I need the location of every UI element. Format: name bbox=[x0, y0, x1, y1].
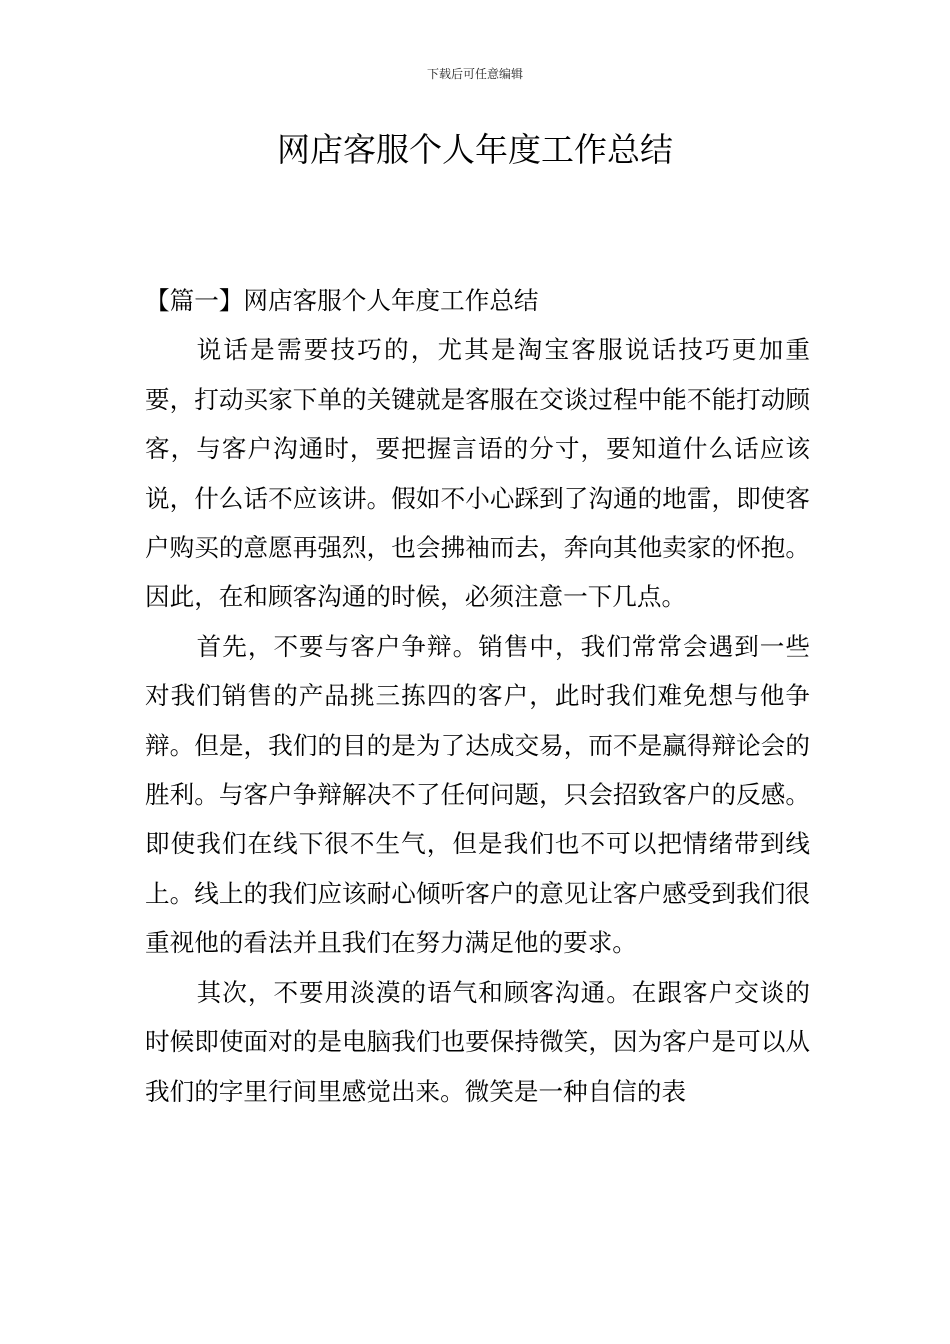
document-title: 网店客服个人年度工作总结 bbox=[277, 130, 673, 169]
section-heading: 【篇一】网店客服个人年度工作总结 bbox=[145, 286, 539, 315]
paragraph-1: 说话是需要技巧的，尤其是淘宝客服说话技巧更加重要，打动买家下单的关键就是客服在交谈过程中能不能打动顾客，与客户沟通时，要把握言语的分寸，要知道什么话应该说，什么话不应该讲。假如不小心踩到了沟通的地雷，即使客户购买的意愿再强烈，也会拂袖而去，奔向其他卖家的怀抱。因此，在和顾客沟通的时候，必须注意一下几点。 bbox=[145, 335, 810, 612]
header-note: 下载后可任意编辑 bbox=[426, 67, 523, 81]
paragraph-2: 首先，不要与客户争辩。销售中，我们常常会遇到一些对我们销售的产品挑三拣四的客户，此时我们难免想与他争辩。但是，我们的目的是为了达成交易，而不是赢得辩论会的胜利。与客户争辩解决不了任何问题，只会招致客户的反感。即使我们在线下很不生气，但是我们也不可以把情绪带到线上。线上的我们应该耐心倾听客户的意见让客户感受到我们很重视他的看法并且我们在努力满足他的要求。 bbox=[145, 631, 810, 958]
document-body bbox=[145, 276, 810, 1116]
paragraph-3: 其次，不要用淡漠的语气和顾客沟通。在跟客户交谈的时候即使面对的是电脑我们也要保持微笑，因为客户是可以从我们的字里行间里感觉出来。微笑是一种自信的表 bbox=[145, 977, 810, 1106]
